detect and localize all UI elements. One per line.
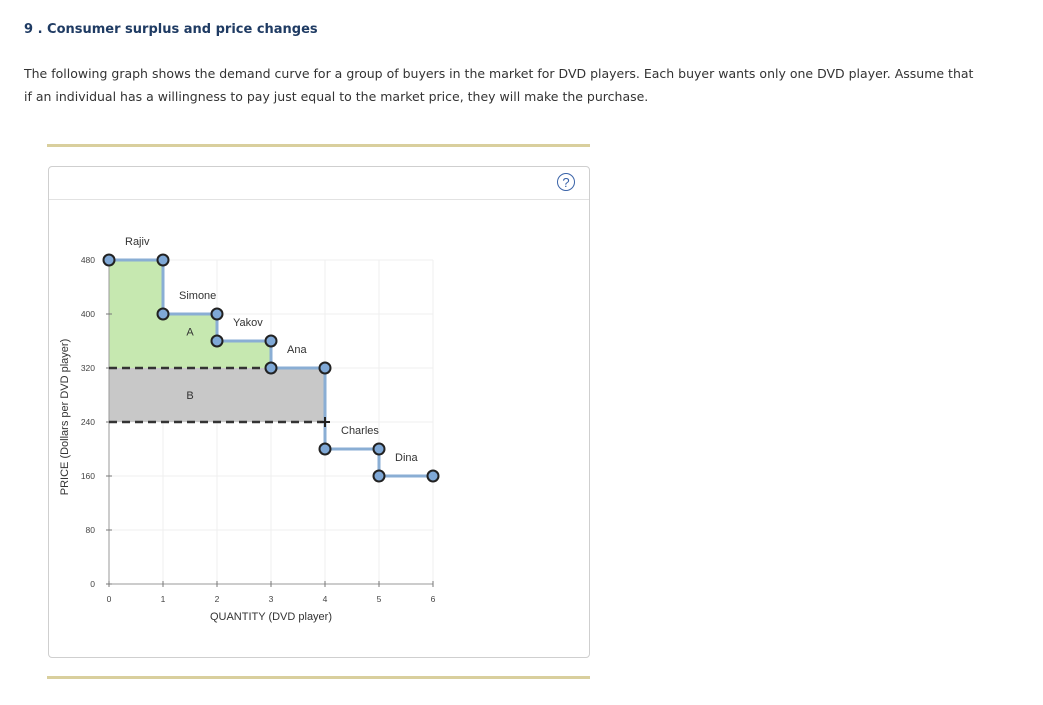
buyer-label-charles: Charles: [341, 425, 379, 437]
y-tick-label: 320: [80, 363, 95, 373]
demand-point-dina[interactable]: [428, 471, 439, 482]
help-icon[interactable]: ?: [557, 173, 575, 191]
area-b-region: [109, 368, 325, 422]
buyer-label-ana: Ana: [287, 344, 307, 356]
x-tick-label: 2: [214, 594, 220, 604]
demand-point-rajiv[interactable]: [104, 255, 115, 266]
area-a-region: [109, 260, 163, 368]
demand-point-simone[interactable]: [158, 309, 169, 320]
x-tick-label: 3: [268, 594, 274, 604]
buyer-label-simone: Simone: [179, 290, 217, 302]
demand-point-ana[interactable]: [320, 363, 331, 374]
x-axis-title: QUANTITY (DVD player): [209, 611, 333, 623]
x-tick-label: 6: [430, 594, 436, 604]
x-tick-label: 5: [376, 594, 382, 604]
demand-point-charles[interactable]: [320, 444, 331, 455]
demand-point-simone[interactable]: [212, 309, 223, 320]
buyer-label-rajiv: Rajiv: [125, 236, 150, 248]
x-tick-label: 1: [160, 594, 166, 604]
x-tick-label: 0: [106, 594, 112, 604]
question-title: 9 . Consumer surplus and price changes: [24, 22, 318, 37]
y-tick-label: 0: [90, 579, 95, 589]
top-divider: [47, 144, 590, 147]
demand-chart[interactable]: [49, 167, 589, 657]
x-tick-label: 4: [322, 594, 328, 604]
bottom-divider: [47, 676, 590, 679]
question-text: The following graph shows the demand curve for a group of buyers in the market for DVD players. Each buyer wants only one DVD player. Assume that if an individual has a willingness to pay just equal to the market price, they will make the purchase.: [24, 66, 974, 104]
y-tick-label: 480: [80, 255, 95, 265]
graph-panel: [48, 166, 590, 658]
y-tick-label: 240: [80, 417, 95, 427]
demand-point-rajiv[interactable]: [158, 255, 169, 266]
demand-point-dina[interactable]: [374, 471, 385, 482]
buyer-label-yakov: Yakov: [233, 317, 263, 329]
demand-point-yakov[interactable]: [266, 336, 277, 347]
y-tick-label: 160: [80, 471, 95, 481]
area-b-label: B: [186, 390, 194, 402]
y-tick-label: 400: [80, 309, 95, 319]
y-axis-title: PRICE (Dollars per DVD player): [59, 338, 71, 496]
y-tick-label: 80: [85, 525, 95, 535]
area-a-region: [217, 341, 271, 368]
demand-point-charles[interactable]: [374, 444, 385, 455]
demand-point-ana[interactable]: [266, 363, 277, 374]
buyer-label-dina: Dina: [395, 452, 418, 464]
demand-point-yakov[interactable]: [212, 336, 223, 347]
area-a-label: A: [186, 326, 194, 339]
area-a-region: [163, 314, 217, 368]
